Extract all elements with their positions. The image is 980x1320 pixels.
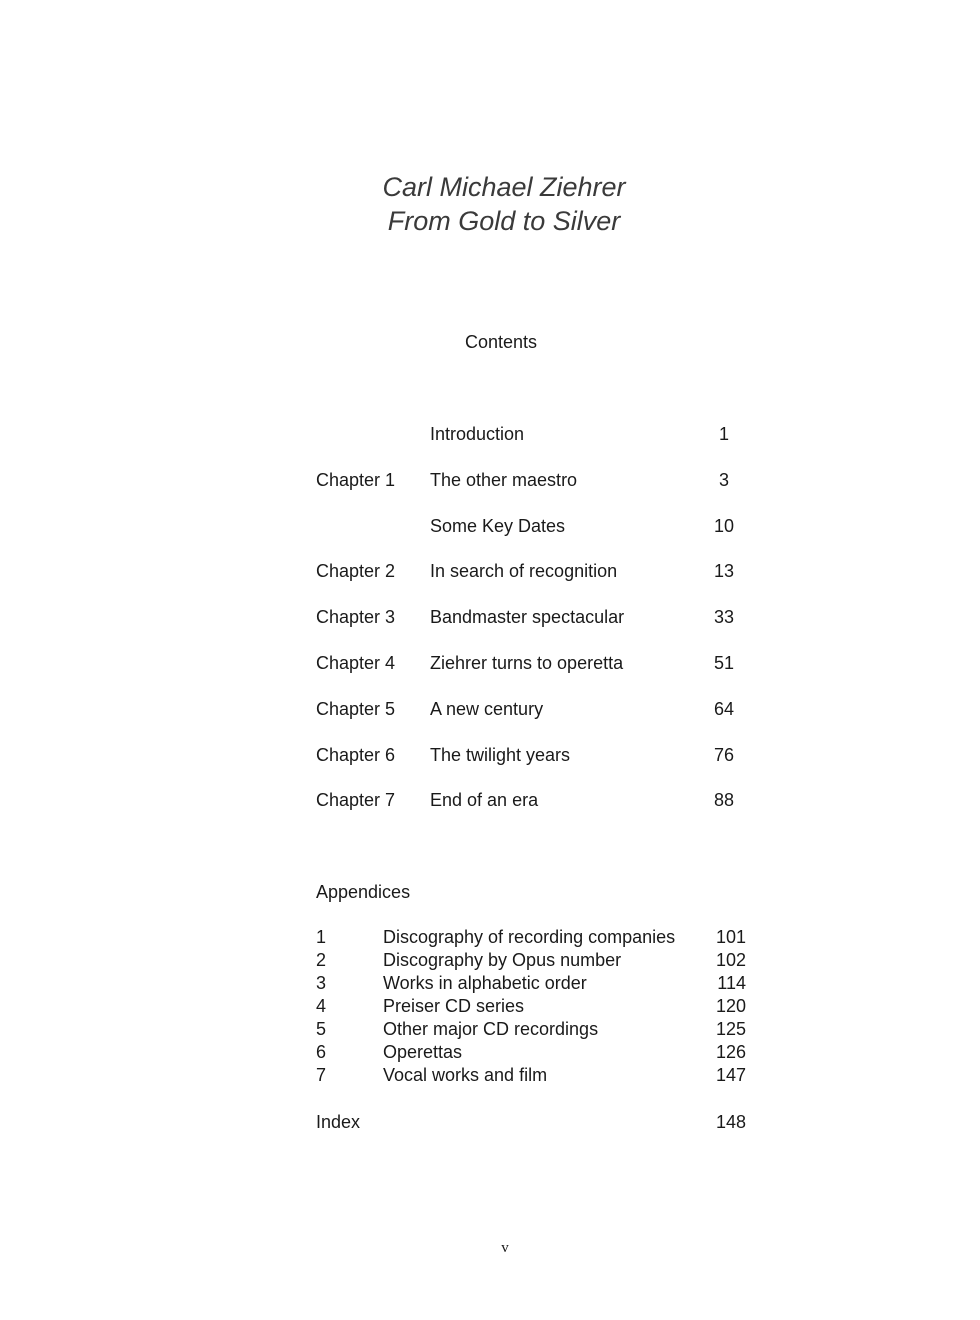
book-title: Carl Michael Ziehrer <box>382 172 626 202</box>
page-number: v <box>501 1240 509 1256</box>
appendix-number: 1 <box>316 927 327 947</box>
chapter-page: 51 <box>713 653 735 673</box>
chapter-label: Chapter 3 <box>316 607 396 628</box>
appendix-page: 126 <box>715 1042 746 1062</box>
chapter-title: The other maestro <box>430 469 578 490</box>
appendix-entry <box>0 1064 980 1087</box>
chapter-entry <box>0 790 980 814</box>
appendix-title: Discography of recording companies <box>383 927 676 947</box>
appendix-page: 101 <box>715 927 746 947</box>
chapter-page: 13 <box>713 561 735 582</box>
appendix-title: Preiser CD series <box>383 996 525 1016</box>
chapter-entry <box>0 516 980 540</box>
chapter-entry <box>0 470 980 494</box>
chapter-title: The twilight years <box>430 744 571 765</box>
appendix-entry <box>0 995 980 1018</box>
chapter-entry <box>0 607 980 631</box>
chapter-entry <box>0 653 980 677</box>
chapter-label: Chapter 2 <box>316 561 396 582</box>
appendix-entry <box>0 1018 980 1041</box>
appendix-entry <box>0 926 980 949</box>
index-entry <box>0 1112 980 1136</box>
appendix-number: 4 <box>316 996 327 1016</box>
appendix-number: 6 <box>316 1042 327 1062</box>
appendix-entry <box>0 949 980 972</box>
chapter-title: Ziehrer turns to operetta <box>430 653 624 673</box>
chapter-entry <box>0 745 980 769</box>
chapter-title: Bandmaster spectacular <box>430 607 625 628</box>
chapter-label: Chapter 1 <box>316 469 396 490</box>
chapter-entry <box>0 424 980 448</box>
appendix-page: 114 <box>717 973 746 993</box>
appendix-title: Works in alphabetic order <box>383 973 587 993</box>
appendix-number: 2 <box>316 950 327 970</box>
chapter-page: 88 <box>713 790 735 811</box>
chapter-title: Introduction <box>430 424 525 444</box>
appendix-title: Other major CD recordings <box>383 1019 599 1039</box>
appendix-title: Operettas <box>383 1042 463 1062</box>
index-page: 148 <box>715 1112 746 1132</box>
chapter-title: Some Key Dates <box>430 515 566 536</box>
chapter-entry <box>0 561 980 585</box>
contents-heading: Contents <box>465 332 538 352</box>
appendix-page: 102 <box>715 950 746 970</box>
appendix-entry <box>0 1041 980 1064</box>
book-subtitle: From Gold to Silver <box>387 206 621 236</box>
chapter-label: Chapter 4 <box>316 653 396 673</box>
appendix-page: 125 <box>715 1019 746 1039</box>
appendix-number: 5 <box>316 1019 327 1039</box>
chapter-page: 1 <box>718 424 729 444</box>
chapter-page: 3 <box>718 469 729 490</box>
chapter-page: 10 <box>713 515 735 536</box>
chapter-entry <box>0 699 980 723</box>
appendices-heading: Appendices <box>316 882 411 902</box>
chapter-page: 76 <box>713 744 735 765</box>
appendix-page: 147 <box>715 1065 746 1085</box>
appendix-number: 3 <box>316 973 327 993</box>
index-label: Index <box>316 1112 361 1132</box>
chapter-label: Chapter 6 <box>316 744 396 765</box>
chapter-page: 64 <box>713 698 735 719</box>
chapter-title: In search of recognition <box>430 561 618 582</box>
appendix-number: 7 <box>316 1065 327 1085</box>
appendix-page: 120 <box>715 996 746 1016</box>
chapter-label: Chapter 7 <box>316 790 396 811</box>
chapter-label: Chapter 5 <box>316 698 396 719</box>
chapter-title: End of an era <box>430 790 539 811</box>
chapter-page: 33 <box>713 607 735 628</box>
appendix-title: Discography by Opus number <box>383 950 622 970</box>
appendix-entry <box>0 972 980 995</box>
appendix-title: Vocal works and film <box>383 1065 548 1085</box>
chapter-title: A new century <box>430 698 544 719</box>
